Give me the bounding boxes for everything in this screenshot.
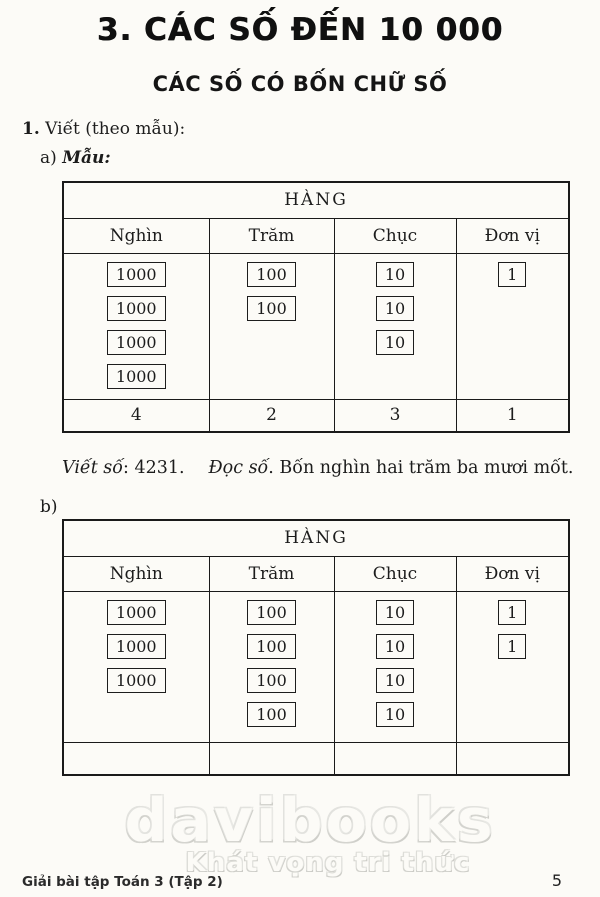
value-block-1000: 1000	[107, 296, 166, 321]
part-a-heading	[40, 148, 600, 168]
empty-answer-cell	[63, 742, 209, 775]
value-block-1000: 1000	[107, 634, 166, 659]
place-value-grid-a	[62, 181, 570, 433]
watermark-brand: davibooks	[124, 786, 496, 856]
column-header: Chục	[334, 218, 456, 253]
value-block-10: 10	[376, 296, 414, 321]
value-block-10: 10	[376, 634, 414, 659]
column-header: Trăm	[209, 218, 334, 253]
write-number-label: Viết số	[62, 458, 123, 478]
blocks-cell	[209, 591, 334, 742]
part-a-word: Mẫu:	[62, 148, 111, 168]
place-value-table-a	[62, 181, 600, 433]
value-block-100: 100	[247, 702, 296, 727]
part-b-label: b)	[40, 497, 58, 517]
value-block-1: 1	[498, 634, 526, 659]
column-header: Đơn vị	[456, 556, 569, 591]
example-answer-line	[62, 458, 600, 478]
value-block-10: 10	[376, 330, 414, 355]
watermark	[0, 786, 600, 878]
value-block-100: 100	[247, 668, 296, 693]
value-block-1000: 1000	[107, 600, 166, 625]
blocks-cell	[456, 253, 569, 399]
empty-answer-cell	[334, 742, 456, 775]
blocks-cell	[63, 253, 209, 399]
chapter-title: 3. CÁC SỐ ĐẾN 10 000	[96, 12, 504, 48]
part-b-heading	[40, 497, 600, 517]
digit-total-cell: 4	[63, 399, 209, 432]
blocks-cell	[456, 591, 569, 742]
value-block-1000: 1000	[107, 262, 166, 287]
part-a-label: a)	[40, 148, 57, 168]
value-block-10: 10	[376, 600, 414, 625]
value-block-1: 1	[498, 262, 526, 287]
column-header: Đơn vị	[456, 218, 569, 253]
read-number-label: Đọc số	[208, 458, 269, 478]
column-header: Nghìn	[63, 218, 209, 253]
blocks-cell	[63, 591, 209, 742]
digit-total-cell: 1	[456, 399, 569, 432]
blocks-cell	[334, 591, 456, 742]
read-number-value: . Bốn nghìn hai trăm ba mươi mốt.	[268, 458, 574, 478]
watermark-slogan: Khát vọng tri thức	[185, 848, 471, 878]
value-block-10: 10	[376, 262, 414, 287]
page-footer	[22, 871, 562, 890]
value-block-1000: 1000	[107, 668, 166, 693]
value-block-100: 100	[247, 296, 296, 321]
value-block-100: 100	[247, 600, 296, 625]
digit-total-cell: 3	[334, 399, 456, 432]
exercise-number: 1.	[22, 119, 40, 139]
value-block-100: 100	[247, 262, 296, 287]
empty-answer-cell	[456, 742, 569, 775]
column-header: Trăm	[209, 556, 334, 591]
column-header: Chục	[334, 556, 456, 591]
column-header: Nghìn	[63, 556, 209, 591]
empty-answer-cell	[209, 742, 334, 775]
value-block-10: 10	[376, 702, 414, 727]
value-block-1: 1	[498, 600, 526, 625]
value-block-10: 10	[376, 668, 414, 693]
book-title: Giải bài tập Toán 3 (Tập 2)	[22, 874, 223, 890]
place-value-grid-b	[62, 519, 570, 776]
table-title-hang: HÀNG	[63, 520, 569, 556]
digit-total-cell: 2	[209, 399, 334, 432]
exercise-prompt	[22, 119, 600, 139]
value-block-1000: 1000	[107, 330, 166, 355]
value-block-100: 100	[247, 634, 296, 659]
blocks-cell	[334, 253, 456, 399]
write-number-value: : 4231.	[122, 458, 185, 478]
lesson-title: CÁC SỐ CÓ BỐN CHỮ SỐ	[152, 72, 448, 96]
table-title-hang: HÀNG	[63, 182, 569, 218]
exercise-text: Viết (theo mẫu):	[45, 119, 186, 139]
blocks-cell	[209, 253, 334, 399]
page-number: 5	[551, 871, 562, 890]
place-value-table-b	[62, 519, 600, 776]
value-block-1000: 1000	[107, 364, 166, 389]
